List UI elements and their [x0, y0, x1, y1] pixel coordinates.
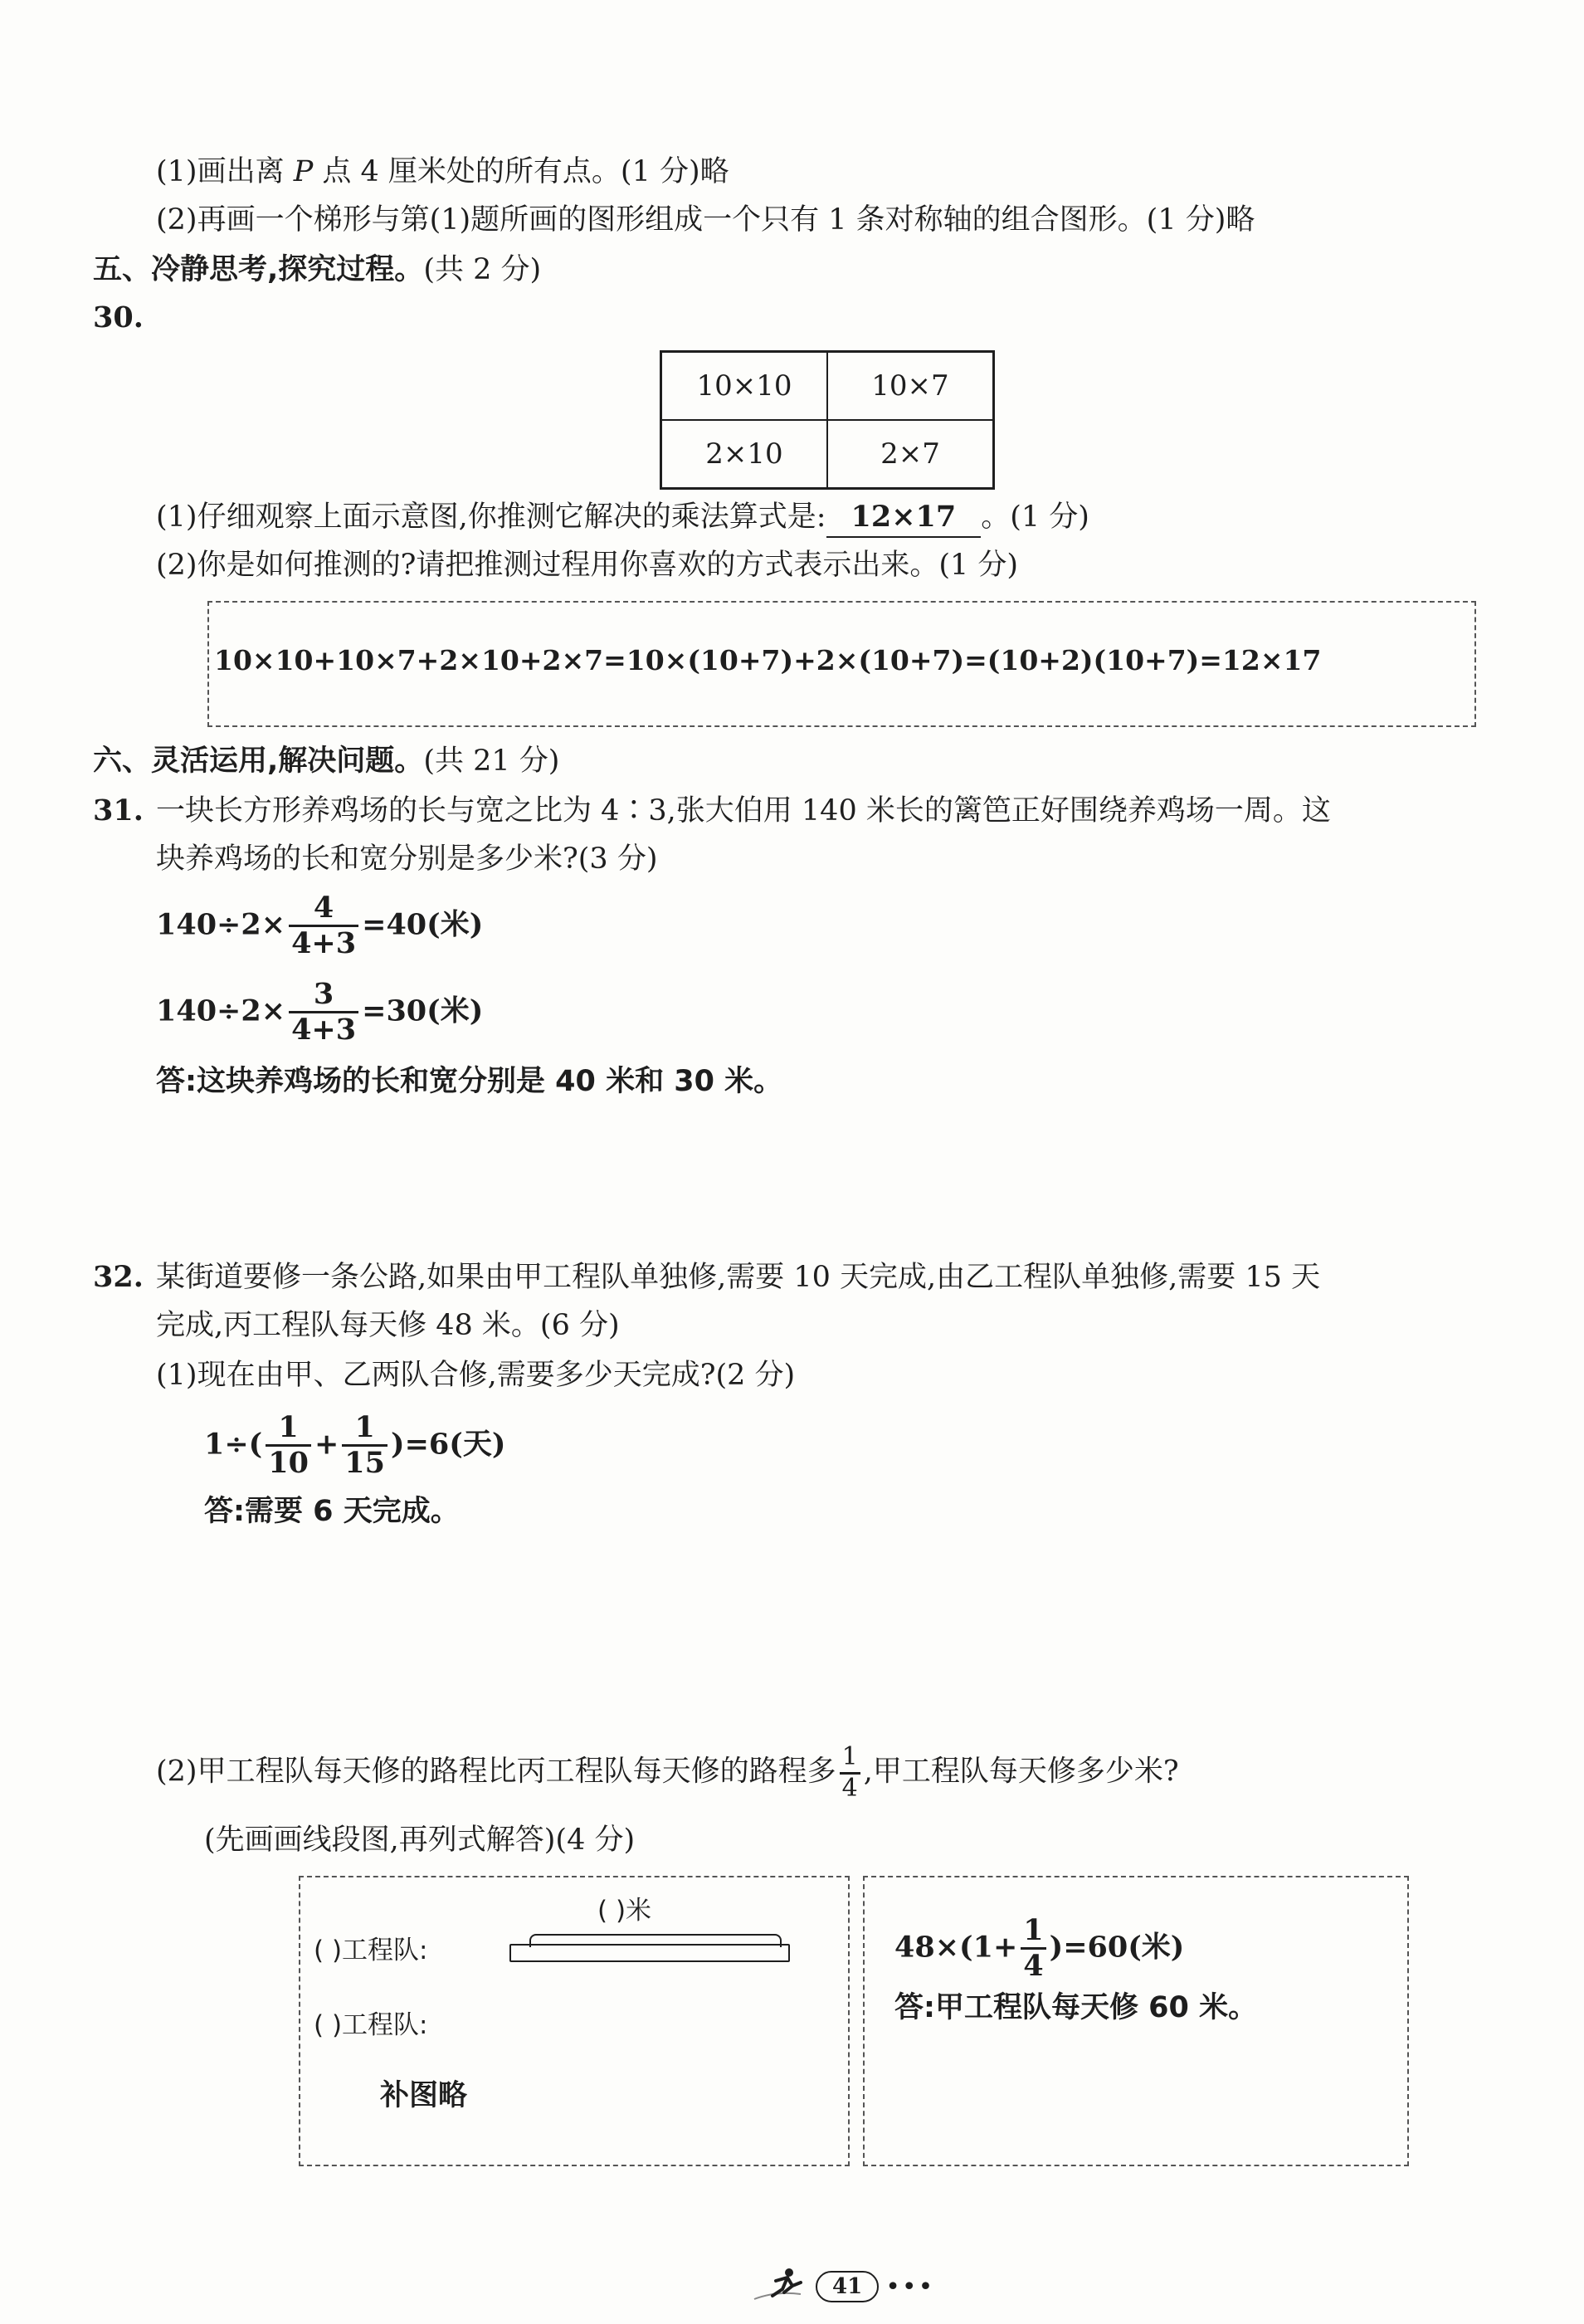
segment-bar	[509, 1944, 790, 1962]
segment-diagram-note: 补图略	[380, 2079, 468, 2112]
grid-cell: 2×10	[661, 420, 828, 489]
fraction: $\frac{1}{4}$	[1021, 1914, 1045, 1984]
q32-sub2: (2)甲工程队每天修的路程比丙工程队每天修的路程多 $\frac{1}{4}$ ,甲工程队每天修多少米?	[156, 1742, 1179, 1803]
segment-row-1-label: ( )工程队:	[314, 1936, 428, 1965]
footer-dots: •••	[885, 2272, 935, 2302]
q29-sub2: (2)再画一个梯形与第(1)题所画的图形组成一个只有 1 条对称轴的组合图形。(1 分)略	[156, 203, 1255, 237]
q32-sub2-answer: 答:甲工程队每天修 60 米。	[894, 1991, 1258, 2024]
q30-sub1: (1)仔细观察上面示意图,你推测它解决的乘法算式是: 12×17 。(1 分)	[156, 500, 1089, 538]
fraction: $\frac{4}{4+3}$	[289, 891, 358, 961]
fraction: $\frac{1}{10}$	[266, 1411, 311, 1481]
q32-line1: 某街道要修一条公路,如果由甲工程队单独修,需要 10 天完成,由乙工程队单独修,需要 15 天	[156, 1261, 1321, 1294]
page-footer	[751, 2266, 934, 2307]
section5-heading: 五、冷静思考,探究过程。(共 2 分)	[93, 253, 542, 286]
q32-sub1: (1)现在由甲、乙两队合修,需要多少天完成?(2 分)	[156, 1359, 796, 1392]
q31-number: 31.	[93, 793, 144, 828]
q32-number: 32.	[93, 1260, 144, 1294]
fraction: $\frac{3}{4+3}$	[289, 978, 358, 1047]
q31-equation-2: 140÷2× $\frac{3}{4+3}$ =30(米)	[156, 977, 484, 1047]
q31-equation-1: 140÷2× $\frac{4}{4+3}$ =40(米)	[156, 891, 484, 961]
q32-sub1-equation: 1÷( $\frac{1}{10}$ + $\frac{1}{15}$ )=6(天)	[204, 1410, 506, 1481]
grid-cell: 2×7	[827, 420, 994, 489]
q29-sub1: (1)画出离 P 点 4 厘米处的所有点。(1 分)略	[156, 155, 729, 188]
q31-line2: 块养鸡场的长和宽分别是多少米?(3 分)	[156, 842, 658, 876]
q31-answer: 答:这块养鸡场的长和宽分别是 40 米和 30 米。	[156, 1065, 783, 1098]
q30-derivation: 10×10+10×7+2×10+2×7=10×(10+7)+2×(10+7)=(10+2)(10+7)=12×17	[214, 644, 1322, 676]
fraction: $\frac{1}{15}$	[342, 1411, 387, 1481]
q30-number: 30.	[93, 300, 144, 334]
fraction: $\frac{1}{4}$	[840, 1743, 860, 1803]
grid-cell: 10×7	[827, 352, 994, 421]
segment-row-2-label: ( )工程队:	[314, 2010, 428, 2040]
grid-cell: 10×10	[661, 352, 828, 421]
segment-top-label: ( )米	[597, 1896, 652, 1926]
page-number: 41	[816, 2271, 879, 2302]
q32-sub2-note: (先画画线段图,再列式解答)(4 分)	[204, 1824, 636, 1857]
q32-sub1-answer: 答:需要 6 天完成。	[204, 1495, 460, 1528]
q30-grid	[660, 350, 995, 490]
q32-line2: 完成,丙工程队每天修 48 米。(6 分)	[156, 1309, 620, 1342]
section6-heading: 六、灵活运用,解决问题。(共 21 分)	[93, 745, 560, 778]
q32-sub2-equation: 48×(1+ $\frac{1}{4}$ )=60(米)	[894, 1913, 1185, 1984]
q31-line1: 一块长方形养鸡场的长与宽之比为 4∶3,张大伯用 140 米长的篱笆正好围绕养鸡场一周。这	[156, 794, 1331, 828]
q30-sub2: (2)你是如何推测的?请把推测过程用你喜欢的方式表示出来。(1 分)	[156, 549, 1019, 582]
q30-answer-blank: 12×17	[826, 500, 982, 538]
runner-logo-icon	[751, 2266, 809, 2307]
